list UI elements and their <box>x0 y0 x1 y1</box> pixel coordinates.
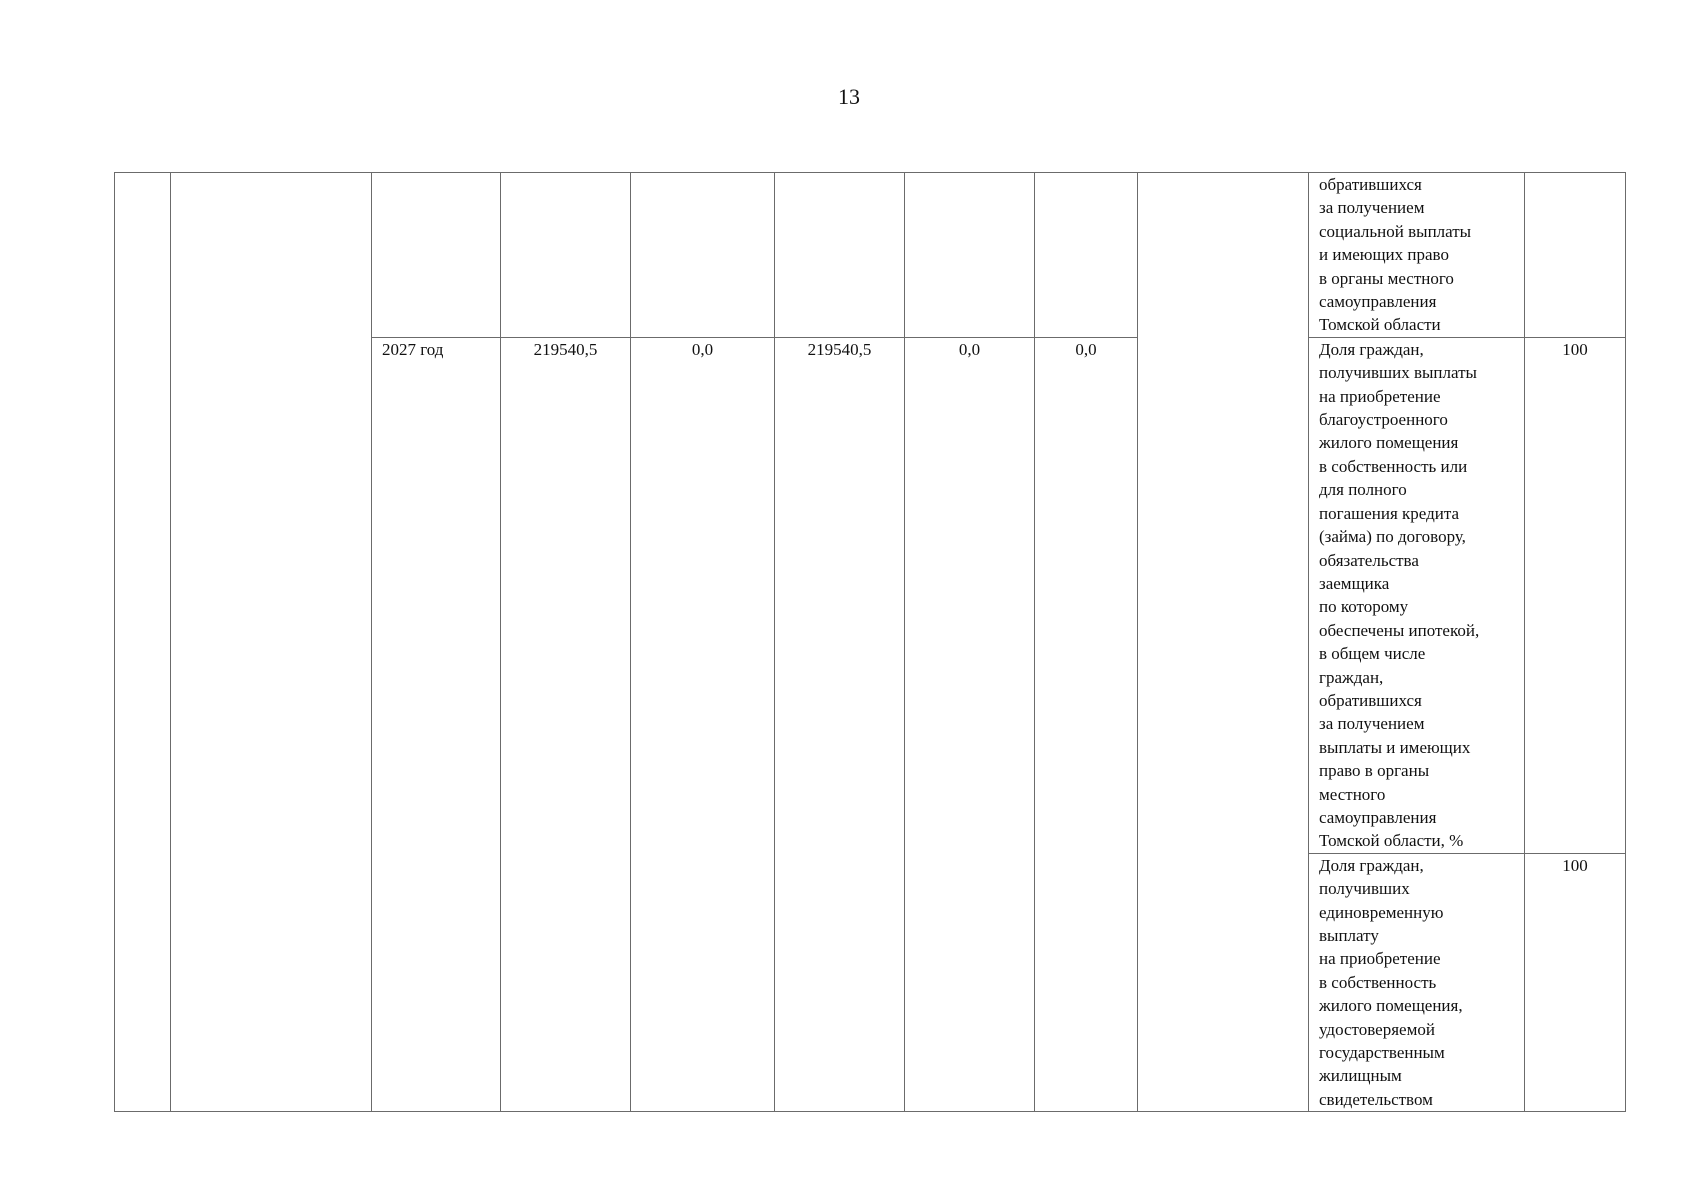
federal-cell <box>631 173 775 338</box>
total-cell: 219540,5 <box>501 337 631 1111</box>
measure-name-cell <box>171 173 372 1112</box>
other-cell <box>1035 173 1138 338</box>
indicator-value <box>1525 173 1626 338</box>
indicator-text: Доля граждан, получивших единовременную выплату на приобретение в собственность жилого помещения, удостоверяемой государственным жилищным свидетельством <box>1309 853 1525 1111</box>
indicator-text: Доля граждан, получивших выплаты на приобретение благоустроенного жилого помещения в собственность или для полного погашения кредита (займа) по договору, обязательства заемщика по которому обеспечены ипотекой, в общем числе граждан, обратившихся за получением выплаты и имеющих право в органы местного самоуправления Томской области, % <box>1309 337 1525 853</box>
page-number: 13 <box>838 84 860 109</box>
table-row <box>115 173 1626 338</box>
executor-cell <box>1138 173 1309 1112</box>
budget-indicators-table <box>114 172 1626 1112</box>
indicator-value: 100 <box>1525 337 1626 853</box>
local-cell: 0,0 <box>905 337 1035 1111</box>
local-cell <box>905 173 1035 338</box>
number-cell <box>115 173 171 1112</box>
indicator-value: 100 <box>1525 853 1626 1111</box>
year-cell: 2027 год <box>372 337 501 1111</box>
other-cell: 0,0 <box>1035 337 1138 1111</box>
year-cell <box>372 173 501 338</box>
regional-cell: 219540,5 <box>775 337 905 1111</box>
federal-cell: 0,0 <box>631 337 775 1111</box>
regional-cell <box>775 173 905 338</box>
total-cell <box>501 173 631 338</box>
indicator-text: обратившихся за получением социальной выплаты и имеющих право в органы местного самоуправления Томской области <box>1309 173 1525 338</box>
